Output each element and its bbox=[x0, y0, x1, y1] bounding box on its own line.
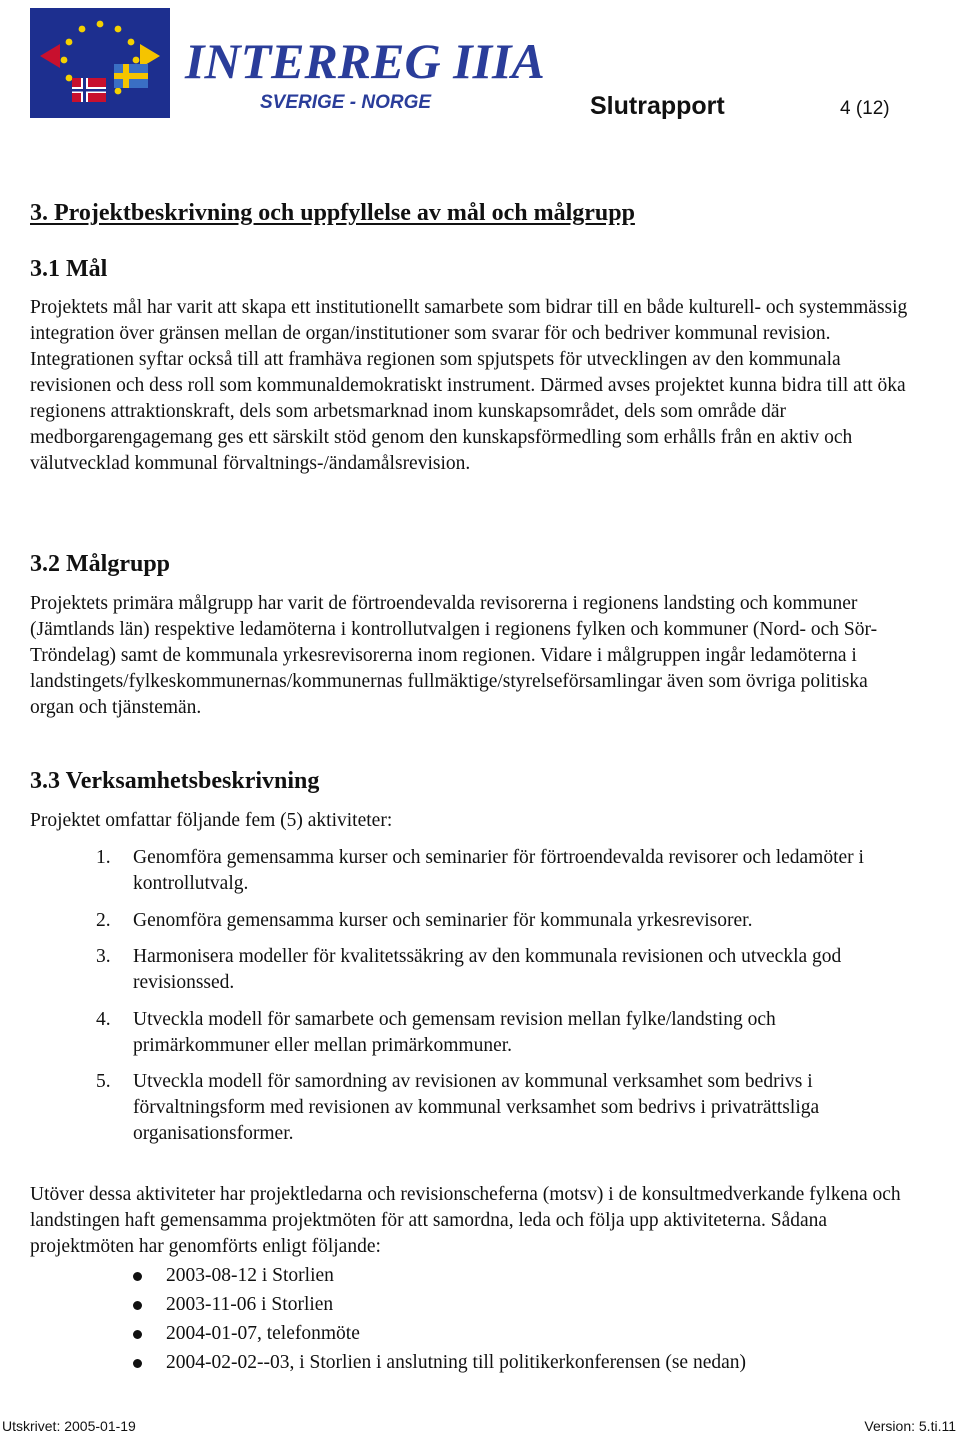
logo-wordmark: INTERREG IIIA bbox=[185, 33, 545, 89]
sweden-flag-icon bbox=[114, 64, 148, 88]
list-item-text: Harmonisera modeller för kvalitetssäkring av den kommunala revisionen och utveckla god revisionssed. bbox=[133, 946, 842, 993]
footer-version: Version: 5.ti.11 bbox=[864, 1418, 956, 1434]
heading-3-2: 3.2 Målgrupp bbox=[30, 551, 171, 577]
section-title: 3. Projektbeskrivning och uppfyllelse av mål och målgrupp bbox=[30, 200, 635, 226]
meeting-text: 2004-02-02--03, i Storlien i anslutning till politikerkonferensen (se nedan) bbox=[166, 1352, 747, 1373]
list-item-text: Genomföra gemensamma kurser och seminarier för kommunala yrkesrevisorer. bbox=[133, 910, 753, 931]
meetings-intro: Utöver dessa aktiviteter har projektledarna och revisionscheferna (motsv) i de konsultmedverkande fylkena och landstingen haft gemensamma projektmöten för att samordna, leda och följa upp aktiviteterna. Sådana projektmöten har genomförts enligt följande: bbox=[30, 1184, 901, 1257]
list-item-text: Utveckla modell för samordning av revisionen av kommunal verksamhet som bedrivs i förvaltningsform med revisionen av kommunal verksamhet som bedrivs i privaträttsliga organisationsformer. bbox=[133, 1071, 820, 1144]
bullet-icon bbox=[133, 1272, 142, 1281]
bullet-icon bbox=[133, 1301, 142, 1310]
paragraph-mal: Projektets mål har varit att skapa ett institutionellt samarbete som bidrar till en både kulturell- och systemmässig integration över gränsen mellan de organ/institutioner som svarar för och bedriver kommunal revision. Integrationen syftar också till att framhäva regionen som spjutspets för utvecklingen av den kommunala revisionen och dess roll som kommunaldemokratiskt instrument. Därmed avses projektet kunna bidra till att öka regionens attraktionskraft, dels som arbetsmarknad inom kunskapsområdet, dels som område där medborgarengagemang ges ett särskilt stöd genom den kunskapsförmedling som erhålls från en aktiv och välutvecklad kommunal förvaltnings-/ändamålsrevision. bbox=[30, 297, 908, 474]
paragraph-malgrupp: Projektets primära målgrupp har varit de förtroendevalda revisorerna i regionens landsting och kommuner (Jämtlands län) respektive ledamöterna i kontrollutvalgen i regionens fylken och kommuner (Nord- och Sör-Tröndelag) samt de kommunala yrkesrevisorerna inom regionen. Vidare i målgruppen ingår ledamöterna i landstingets/fylkeskommunernas/kommunernas fullmäktige/styrelseförsamlingar även som övriga politiska organ och tjänstemän. bbox=[30, 593, 878, 718]
interreg-logo bbox=[30, 8, 550, 118]
meeting-text: 2004-01-07, telefonmöte bbox=[166, 1323, 360, 1344]
list-item bbox=[0, 1350, 960, 1379]
footer-printed-date: Utskrivet: 2005-01-19 bbox=[2, 1418, 136, 1434]
list-item bbox=[0, 1292, 960, 1321]
bullet-icon bbox=[133, 1359, 142, 1368]
list-item-number: 5. bbox=[96, 1071, 111, 1092]
activities-intro: Projektet omfattar följande fem (5) aktiviteter: bbox=[30, 810, 393, 831]
meeting-text: 2003-11-06 i Storlien bbox=[166, 1294, 334, 1315]
list-item bbox=[0, 1321, 960, 1350]
list-item-number: 3. bbox=[96, 946, 111, 967]
list-item-number: 4. bbox=[96, 1009, 111, 1030]
document-title: Slutrapport bbox=[590, 92, 725, 120]
norway-flag-icon bbox=[72, 78, 106, 102]
list-item-number: 1. bbox=[96, 847, 111, 868]
list-item-text: Utveckla modell för samarbete och gemensam revision mellan fylke/landsting och primärkommuner eller mellan primärkommuner. bbox=[133, 1009, 776, 1056]
list-item-number: 2. bbox=[96, 910, 111, 931]
heading-3-1: 3.1 Mål bbox=[30, 256, 108, 282]
page-number: 4 (12) bbox=[840, 98, 890, 119]
list-item bbox=[0, 1263, 960, 1292]
heading-3-3: 3.3 Verksamhetsbeskrivning bbox=[30, 768, 320, 794]
logo-subtext: SVERIGE - NORGE bbox=[260, 92, 432, 113]
list-item-text: Genomföra gemensamma kurser och seminarier för förtroendevalda revisorer och ledamöter i kontrollutvalg. bbox=[133, 847, 864, 894]
bullet-icon bbox=[133, 1330, 142, 1339]
meeting-text: 2003-08-12 i Storlien bbox=[166, 1265, 334, 1286]
